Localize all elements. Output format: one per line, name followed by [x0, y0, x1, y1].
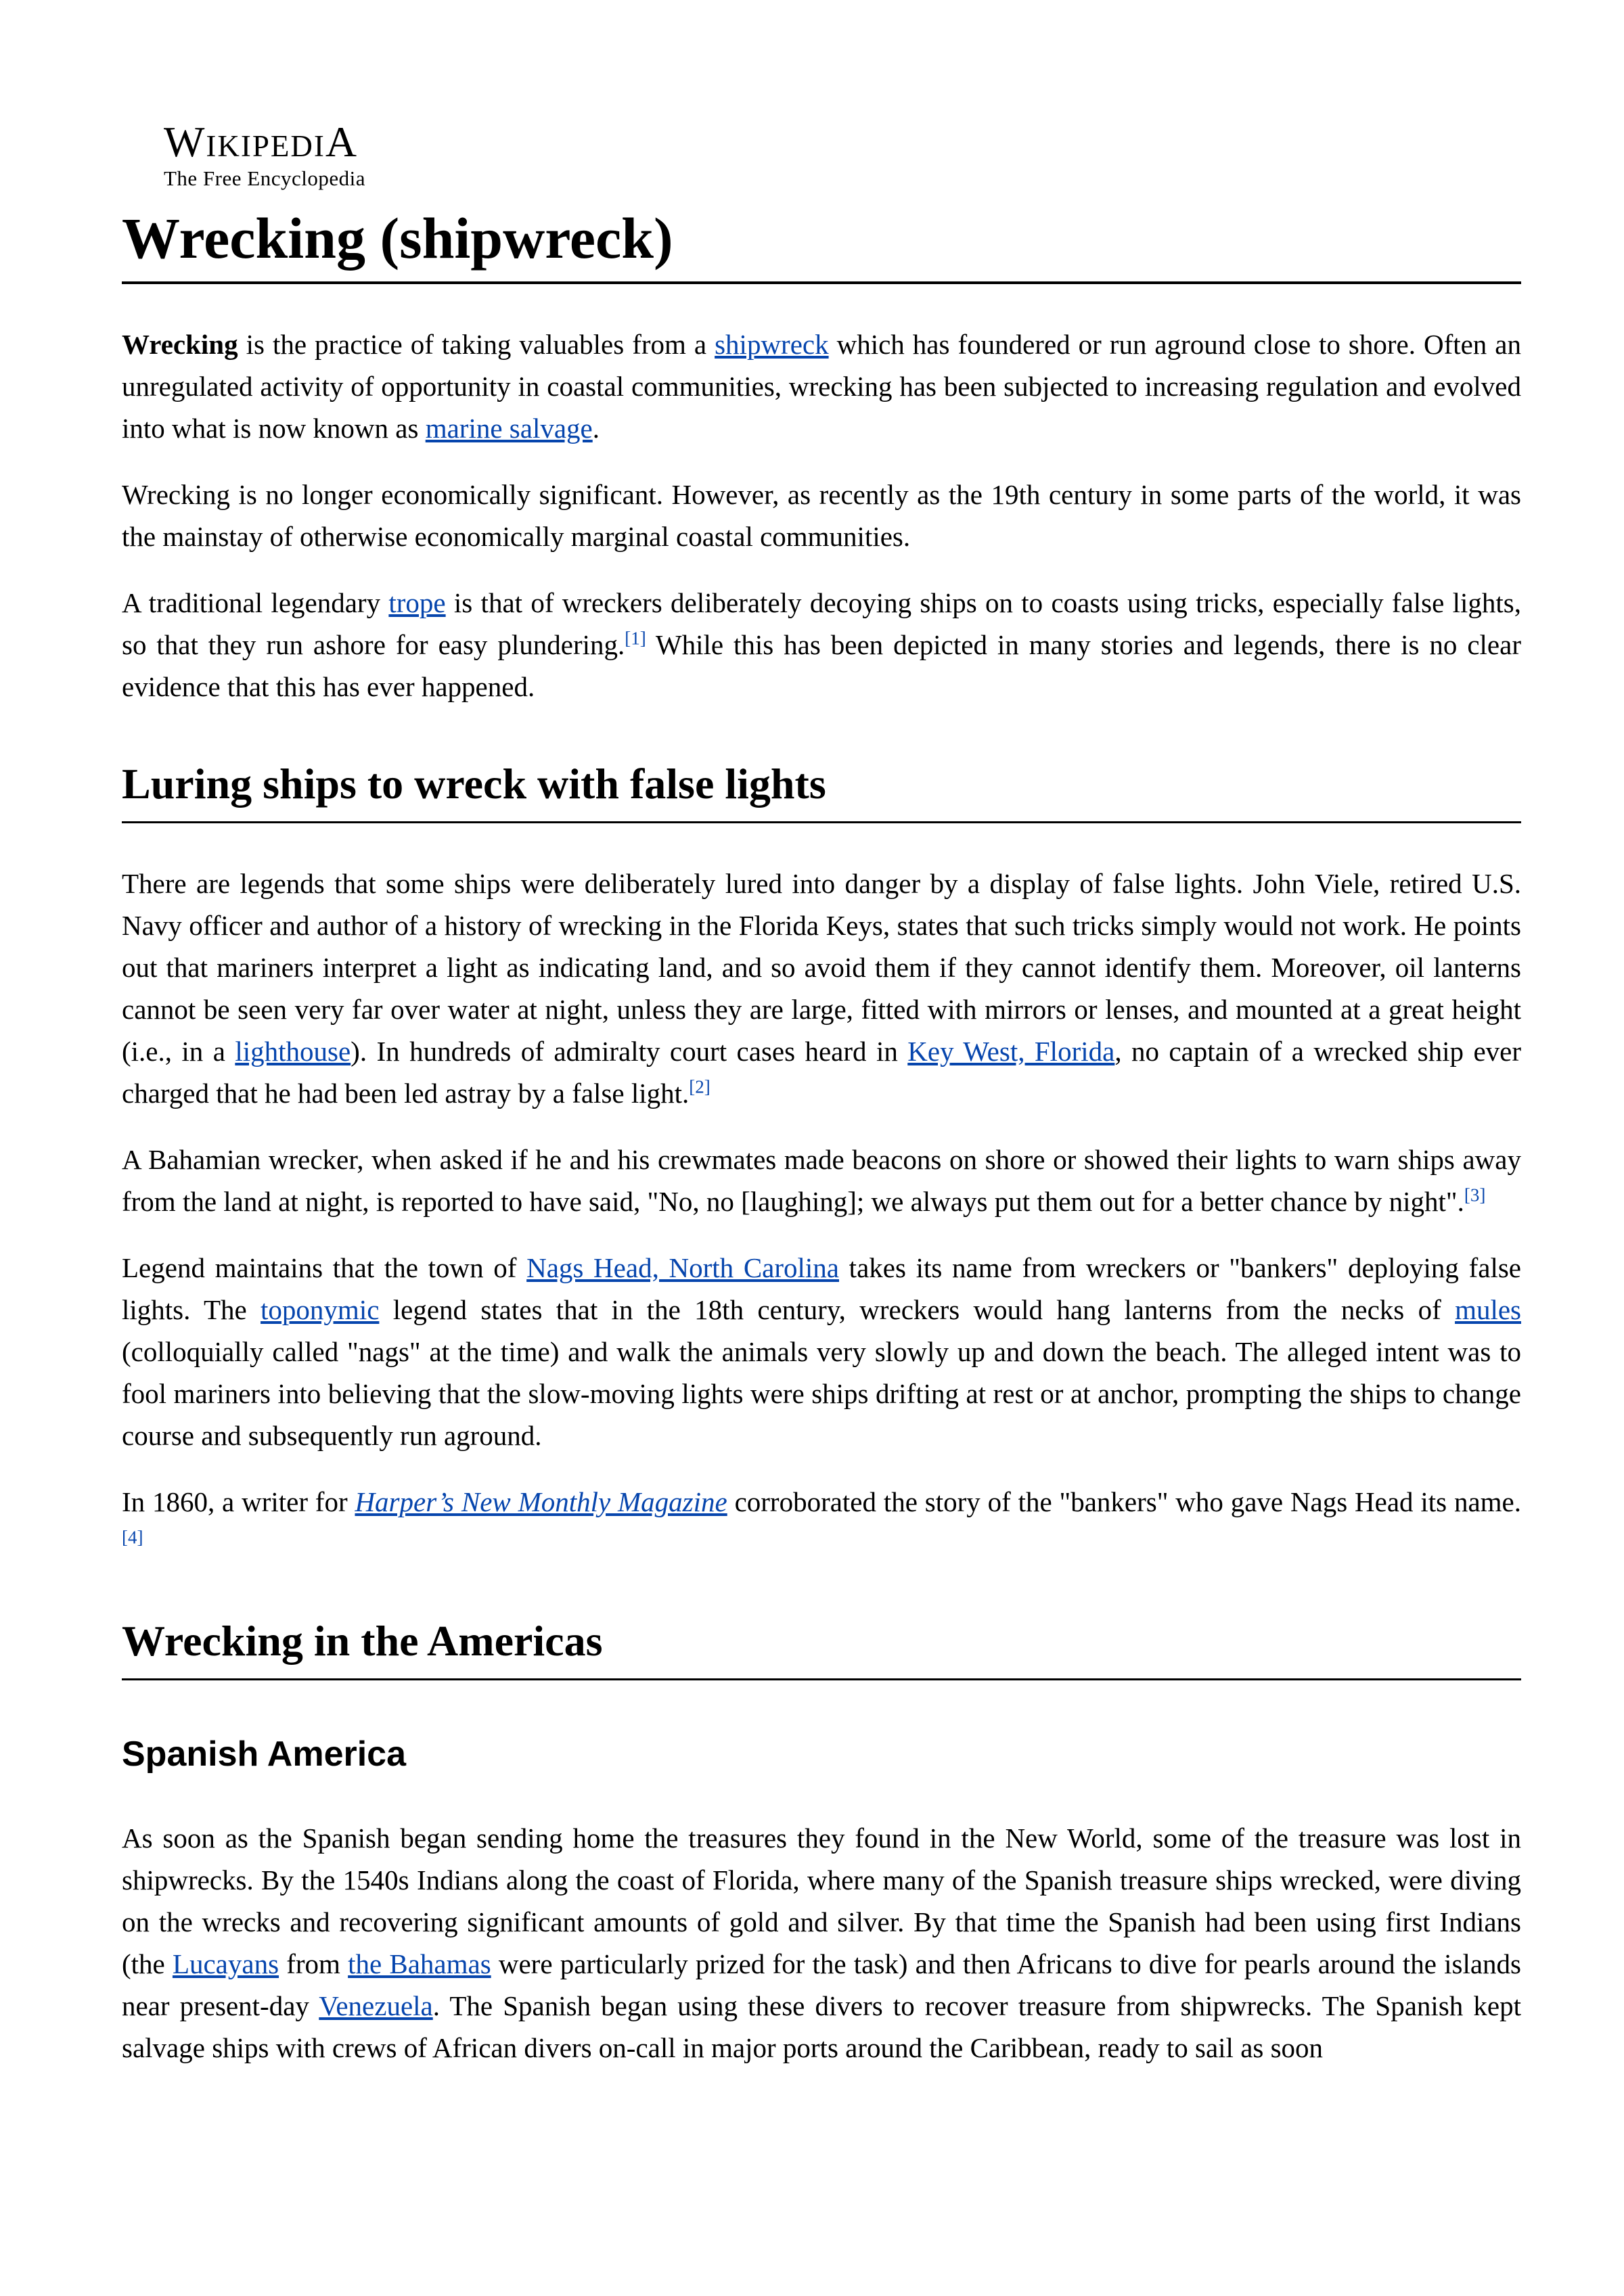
text-segment: which has foundered or run aground close to shore. Often an unregulated activity of opportunity in coastal communities, wrecking has been subjected to increasing regulation and evolved into what is now known as: [122, 328, 1521, 444]
text-segment: (colloquially called "nags" at the time) and walk the animals very slowly up and down the beach. The alleged intent was to fool mariners into believing that the slow-moving lights were ships drifting at rest or at anchor, prompting the ships to change course and subsequently run aground.: [122, 1335, 1521, 1451]
wiki-link[interactable]: toponymic: [261, 1293, 380, 1325]
paragraph: [122, 582, 1521, 708]
wiki-link[interactable]: trope: [388, 587, 446, 618]
reference-sup: [625, 628, 646, 648]
text-segment: Legend maintains that the town of: [122, 1252, 527, 1283]
text-segment: In 1860, a writer for: [122, 1486, 355, 1517]
reference-sup: [1464, 1185, 1485, 1205]
reference-link[interactable]: [3]: [1464, 1185, 1486, 1206]
wikipedia-logo: [164, 120, 1521, 190]
text-segment: takes its name from wreckers or "bankers" deploying false lights. The: [122, 1252, 1521, 1325]
paragraph: [122, 863, 1521, 1114]
wikipedia-wordmark: WikipediA: [164, 118, 359, 166]
text-segment: legend states that in the 18th century, wreckers would hang lanterns from the necks of: [379, 1293, 1456, 1325]
wiki-link[interactable]: marine salvage: [425, 412, 593, 444]
text-segment: corroborated the story of the "bankers" who gave Nags Head its name.: [727, 1486, 1521, 1517]
text-segment: While this has been depicted in many stories and legends, there is no clear evidence that this has ever happened.: [122, 628, 1521, 702]
article-title: Wrecking (shipwreck): [122, 205, 1521, 284]
wiki-link[interactable]: Nags Head, North Carolina: [526, 1252, 839, 1283]
paragraph: [122, 323, 1521, 449]
wikipedia-tagline: The Free Encyclopedia: [164, 166, 365, 190]
text-segment: There are legends that some ships were deliberately lured into danger by a display of false lights. John Viele, retired U.S. Navy officer and author of a history of wrecking in the Florida Keys, states that such tricks simply would not work. He points out that mariners interpret a light as indicating land, and so avoid them if they cannot identify them. Moreover, oil lanterns cannot be seen very far over water at night, unless they are large, fitted with mirrors or lenses, and mounted at a great height (i.e., in a: [122, 867, 1521, 1067]
text-segment: ). In hundreds of admiralty court cases heard in: [351, 1035, 908, 1067]
text-segment: , no captain of a wrecked ship ever charged that he had been led astray by a false light.: [122, 1035, 1521, 1109]
wiki-link[interactable]: Key West, Florida: [907, 1035, 1115, 1067]
text-segment: . The Spanish began using these divers to recover treasure from shipwrecks. The Spanish kept salvage ships with crews of African divers on-call in major ports around the Caribbean, ready to sail as soon: [122, 1990, 1521, 2063]
wiki-link[interactable]: the Bahamas: [348, 1948, 491, 1979]
text-segment: A Bahamian wrecker, when asked if he and his crewmates made beacons on shore or showed their lights to warn ships away from the land at night, is reported to have said, "No, no [laughing]; we always put them out for a better chance by night".: [122, 1143, 1521, 1217]
text-segment: is that of wreckers deliberately decoying ships on to coasts using tricks, especially false lights, so that they run ashore for easy plundering.: [122, 587, 1521, 660]
subsection-heading: Spanish America: [122, 1734, 407, 1774]
text-segment: were particularly prized for the task) and then Africans to dive for pearls around the islands near present-day: [122, 1948, 1521, 2021]
wiki-link[interactable]: Harper’s New Monthly Magazine: [355, 1486, 727, 1517]
wiki-link[interactable]: lighthouse: [235, 1035, 351, 1067]
wiki-link[interactable]: Lucayans: [172, 1948, 279, 1979]
text-segment: .: [592, 412, 600, 444]
reference-link[interactable]: [2]: [689, 1076, 710, 1097]
reference-link[interactable]: [4]: [122, 1527, 143, 1548]
wiki-link[interactable]: Venezuela: [319, 1990, 433, 2021]
text-segment: Wrecking is no longer economically significant. However, as recently as the 19th century in some parts of the world, it was the mainstay of otherwise economically marginal coastal communities.: [122, 478, 1521, 552]
text-segment: from: [279, 1948, 348, 1979]
article-body: [122, 323, 1521, 2069]
reference-sup: [122, 1527, 143, 1547]
paragraph: [122, 474, 1521, 557]
wiki-link[interactable]: shipwreck: [715, 328, 829, 360]
text-segment: A traditional legendary: [122, 587, 389, 618]
text-segment: is the practice of taking valuables from a: [238, 328, 715, 360]
paragraph: [122, 1481, 1521, 1565]
reference-link[interactable]: [1]: [625, 628, 646, 649]
text-segment: As soon as the Spanish began sending home the treasures they found in the New World, some of the treasure was lost in shipwrecks. By the 1540s Indians along the coast of Florida, where many of the Spanish treasure ships wrecked, were diving on the wrecks and recovering significant amounts of gold and silver. By that time the Spanish had been using first Indians (the: [122, 1822, 1521, 1979]
page-header: [122, 120, 1521, 284]
bold-text: Wrecking: [122, 328, 238, 360]
section-heading: Wrecking in the Americas: [122, 1615, 1521, 1680]
paragraph: [122, 1817, 1521, 2069]
reference-sup: [689, 1076, 710, 1097]
paragraph: [122, 1247, 1521, 1456]
paragraph: [122, 1139, 1521, 1222]
section-heading: Luring ships to wreck with false lights: [122, 758, 1521, 823]
wiki-link[interactable]: mules: [1455, 1293, 1521, 1325]
